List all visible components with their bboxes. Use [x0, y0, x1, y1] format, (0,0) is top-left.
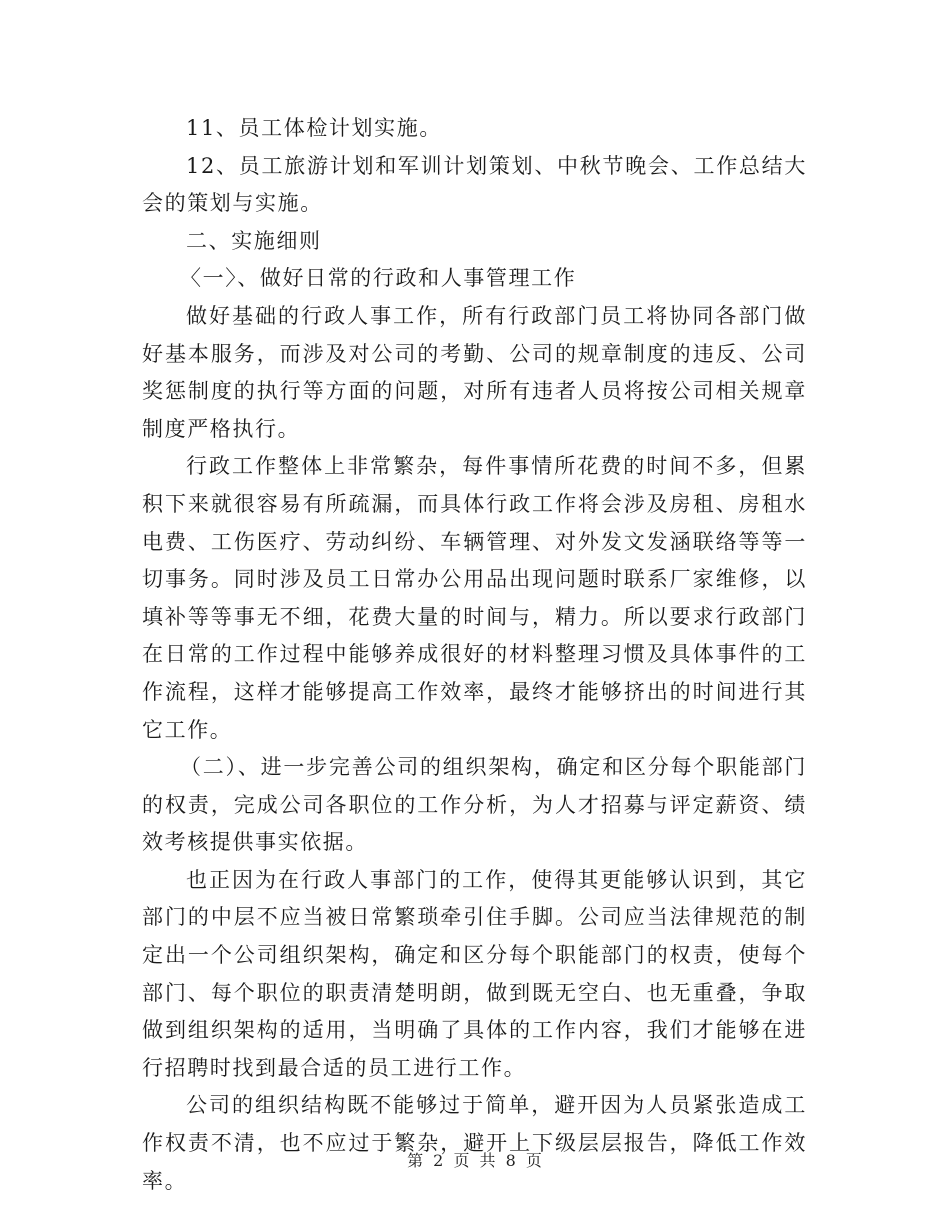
body-paragraph: 也正因为在行政人事部门的工作，使得其更能够认识到，其它部门的中层不应当被日常繁琐牵引住手脚。公司应当法律规范的制定出一个公司组织架构，确定和区分每个职能部门的权责，使每个部门、每个职位的职责清楚明朗，做到既无空白、也无重叠，争取做到组织架构的适用，当明确了具体的工作内容，我们才能够在进行招聘时找到最合适的员工进行工作。	[142, 867, 807, 1080]
section-heading: 二、实施细则	[186, 228, 322, 253]
body-paragraph: 公司的组织结构既不能够过于简单，避开因为人员紧张造成工作权责不清，也不应过于繁杂，避开上下级层层报告，降低工作效率。	[142, 1093, 807, 1193]
body-paragraph: 行政工作整体上非常繁杂，每件事情所花费的时间不多，但累积下来就很容易有所疏漏，而具体行政工作将会涉及房租、房租水电费、工伤医疗、劳动纠纷、车辆管理、对外发文发涵联络等等一切事务。同时涉及员工日常办公用品出现问题时联系厂家维修，以填补等等事无不细，花费大量的时间与，精力。所以要求行政部门在日常的工作过程中能够养成很好的材料整理习惯及具体事件的工作流程，这样才能够提高工作效率，最终才能够挤出的时间进行其它工作。	[142, 454, 807, 742]
document-body	[142, 110, 807, 1200]
subsection-heading-2: （二）、进一步完善公司的组织架构，确定和区分每个职能部门的权责，完成公司各职位的工作分析，为人才招募与评定薪资、绩效考核提供事实依据。	[142, 755, 807, 855]
list-item-12: 12、员工旅游计划和军训计划策划、中秋节晚会、工作总结大会的策划与实施。	[142, 153, 807, 216]
body-paragraph: 做好基础的行政人事工作，所有行政部门员工将协同各部门做好基本服务，而涉及对公司的考勤、公司的规章制度的违反、公司奖惩制度的执行等方面的问题，对所有违者人员将按公司相关规章制度严格执行。	[142, 303, 807, 441]
subsection-heading-1: 〈一〉、做好日常的行政和人事管理工作	[180, 266, 577, 291]
list-item-11: 11、员工体检计划实施。	[186, 116, 442, 140]
page-number-footer: 第 2 页 共 8 页	[407, 1151, 543, 1170]
